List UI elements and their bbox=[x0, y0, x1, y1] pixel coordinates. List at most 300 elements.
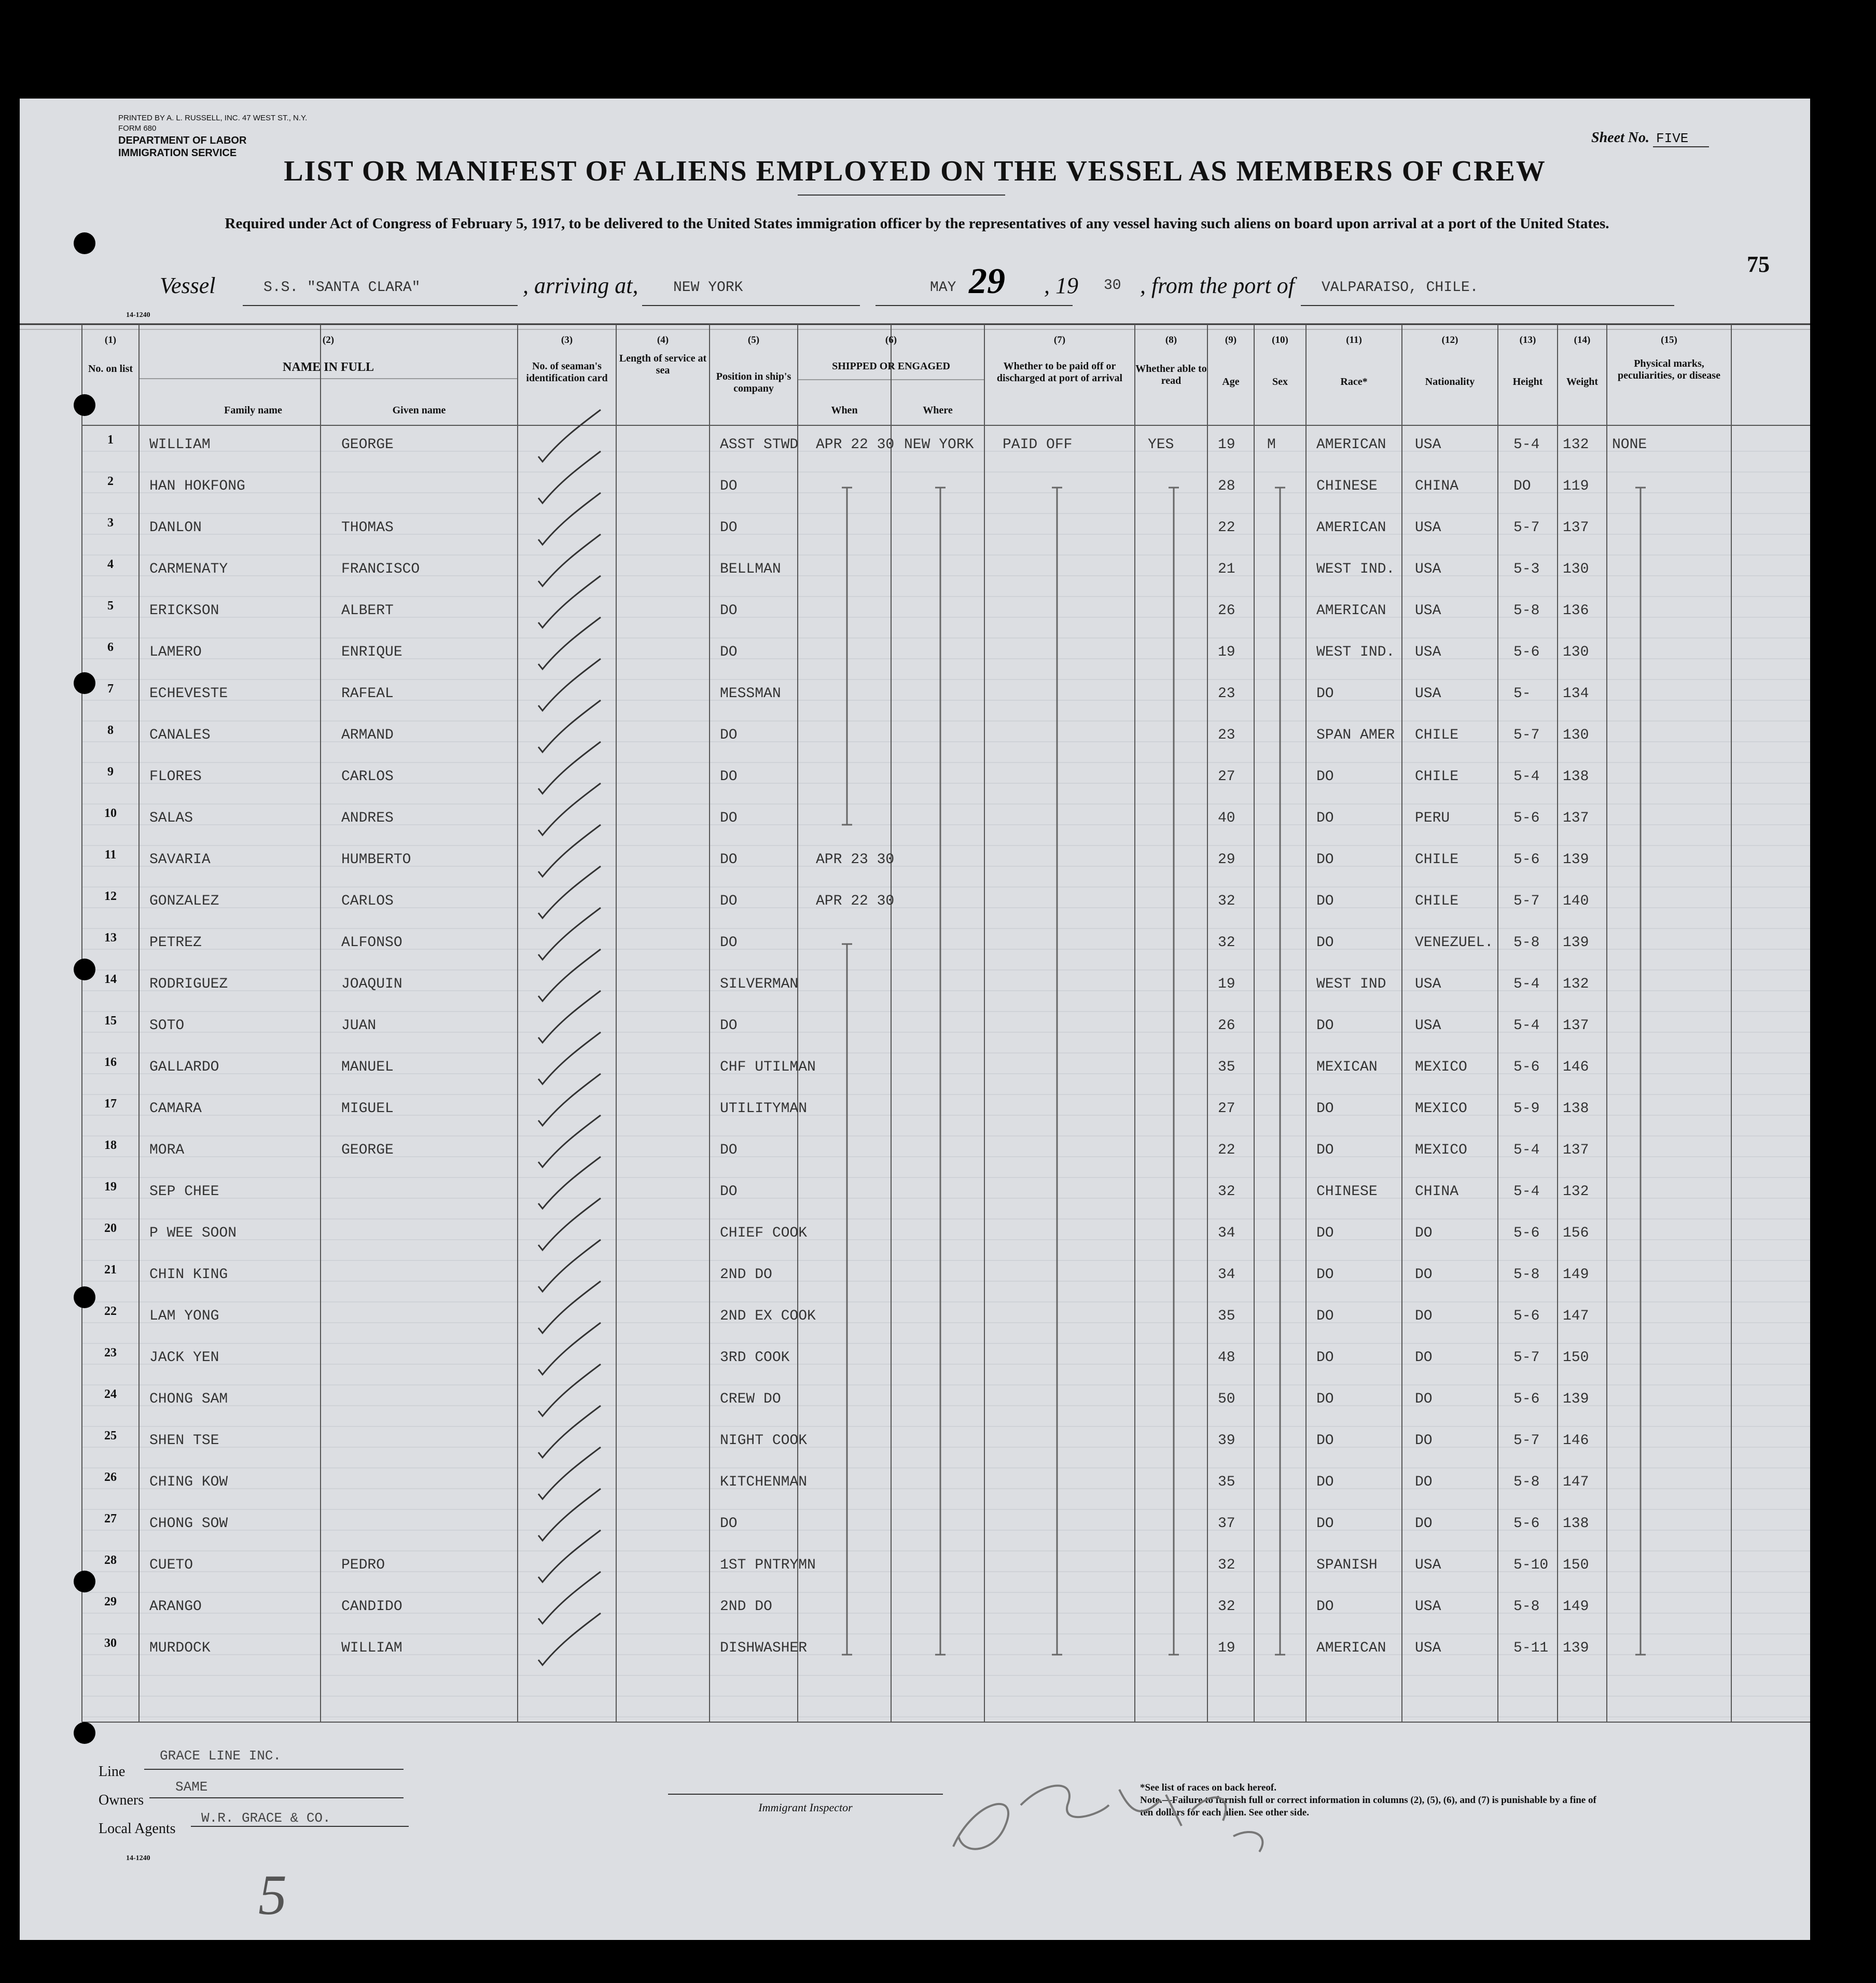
cell-position: DO bbox=[720, 478, 738, 494]
cell-nationality: DO bbox=[1415, 1225, 1433, 1241]
row-number: 25 bbox=[104, 1429, 117, 1443]
cell-nationality: USA bbox=[1415, 644, 1441, 660]
cell-race: DO bbox=[1316, 1101, 1334, 1117]
row-number: 15 bbox=[104, 1014, 117, 1028]
cell-race: DO bbox=[1316, 1391, 1334, 1407]
column-header-when: When bbox=[831, 405, 858, 416]
cell-race: CHINESE bbox=[1316, 478, 1378, 494]
cell-family: ERICKSON bbox=[149, 603, 219, 619]
cell-height: 5-6 bbox=[1513, 644, 1540, 660]
cell-age: 39 bbox=[1218, 1433, 1235, 1449]
cell-family: CHONG SAM bbox=[149, 1391, 228, 1407]
check-mark bbox=[538, 410, 601, 462]
cell-race: DO bbox=[1316, 1516, 1334, 1532]
cell-family: HAN HOKFONG bbox=[149, 478, 245, 494]
check-mark bbox=[538, 742, 601, 794]
cell-height: 5-9 bbox=[1513, 1101, 1540, 1117]
cell-position: DO bbox=[720, 893, 738, 909]
column-number-n5: (5) bbox=[747, 335, 760, 345]
cell-age: 22 bbox=[1218, 1142, 1235, 1158]
cell-race: DO bbox=[1316, 935, 1334, 951]
cell-given: ENRIQUE bbox=[341, 644, 402, 660]
cell-nationality: VENEZUEL. bbox=[1415, 935, 1494, 951]
column-header-paid: Whether to be paid off or discharged at port of arrival bbox=[996, 360, 1123, 384]
cell-weight: 147 bbox=[1563, 1308, 1589, 1324]
cell-age: 21 bbox=[1218, 561, 1235, 577]
column-header-no: No. on list bbox=[88, 363, 133, 375]
check-mark bbox=[538, 1323, 601, 1375]
cell-nationality: DO bbox=[1415, 1308, 1433, 1324]
cell-age: 29 bbox=[1218, 852, 1235, 868]
arrival-month: MAY bbox=[930, 280, 956, 296]
cell-given: MIGUEL bbox=[341, 1101, 394, 1117]
cell-age: 23 bbox=[1218, 727, 1235, 743]
line-label: Line bbox=[99, 1764, 126, 1780]
check-mark bbox=[538, 1572, 601, 1624]
cell-nationality: CHILE bbox=[1415, 852, 1459, 868]
cell-nationality: MEXICO bbox=[1415, 1059, 1467, 1075]
cell-weight: 139 bbox=[1563, 1640, 1589, 1656]
cell-position: DO bbox=[720, 1142, 738, 1158]
cell-when: APR 22 30 bbox=[816, 437, 895, 453]
cell-height: 5-7 bbox=[1513, 727, 1540, 743]
cell-position: CREW DO bbox=[720, 1391, 781, 1407]
handwritten-page-number: 5 bbox=[258, 1863, 287, 1926]
cell-family: ARANGO bbox=[149, 1599, 202, 1615]
cell-nationality: DO bbox=[1415, 1433, 1433, 1449]
column-header-given: Given name bbox=[392, 405, 446, 416]
cell-nationality: PERU bbox=[1415, 810, 1450, 826]
cell-height: 5-6 bbox=[1513, 1059, 1540, 1075]
cell-family: CUETO bbox=[149, 1557, 193, 1573]
cell-marks: NONE bbox=[1612, 437, 1647, 453]
cell-nationality: USA bbox=[1415, 1599, 1441, 1615]
column-header-marks: Physical marks, peculiarities, or disease bbox=[1618, 358, 1720, 381]
cell-race: CHINESE bbox=[1316, 1184, 1378, 1200]
cell-position: UTILITYMAN bbox=[720, 1101, 808, 1117]
cell-height: 5-6 bbox=[1513, 1308, 1540, 1324]
cell-family: FLORES bbox=[149, 769, 202, 785]
cell-when: APR 23 30 bbox=[816, 852, 895, 868]
cell-family: P WEE SOON bbox=[149, 1225, 237, 1241]
binder-hole bbox=[74, 1722, 95, 1744]
binder-hole bbox=[74, 959, 95, 980]
footnote-penalty: Note.—Failure to furnish full or correct information in columns (2), (5), (6), and (7) is punishable by a fine of ten dollars for each alien. See other side. bbox=[1140, 1794, 1596, 1818]
column-number-n8: (8) bbox=[1165, 335, 1177, 345]
row-number: 2 bbox=[107, 475, 114, 488]
cell-race: DO bbox=[1316, 1308, 1334, 1324]
cell-race: SPAN AMER bbox=[1316, 727, 1395, 743]
check-mark bbox=[538, 493, 601, 545]
check-mark bbox=[538, 1115, 601, 1167]
cell-race: DO bbox=[1316, 1267, 1334, 1283]
cell-position: DO bbox=[720, 603, 738, 619]
cell-family: CARMENATY bbox=[149, 561, 228, 577]
cell-age: 50 bbox=[1218, 1391, 1235, 1407]
cell-family: LAM YONG bbox=[149, 1308, 219, 1324]
row-number: 17 bbox=[104, 1097, 117, 1111]
cell-race: AMERICAN bbox=[1316, 520, 1386, 536]
cell-age: 37 bbox=[1218, 1516, 1235, 1532]
cell-weight: 149 bbox=[1563, 1599, 1589, 1615]
cell-family: LAMERO bbox=[149, 644, 202, 660]
cell-position: 2ND DO bbox=[720, 1599, 772, 1615]
cell-weight: 137 bbox=[1563, 1018, 1589, 1034]
cell-race: AMERICAN bbox=[1316, 1640, 1386, 1656]
cell-position: CHF UTILMAN bbox=[720, 1059, 816, 1075]
cell-weight: 140 bbox=[1563, 893, 1589, 909]
cell-position: DO bbox=[720, 1184, 738, 1200]
cell-age: 40 bbox=[1218, 810, 1235, 826]
cell-age: 32 bbox=[1218, 935, 1235, 951]
cell-position: BELLMAN bbox=[720, 561, 781, 577]
cell-position: DO bbox=[720, 727, 738, 743]
cell-where: NEW YORK bbox=[904, 437, 974, 453]
vessel-label: Vessel bbox=[160, 273, 216, 298]
column-number-n12: (12) bbox=[1441, 335, 1458, 345]
owners-underline bbox=[149, 1797, 404, 1798]
cell-nationality: CHINA bbox=[1415, 478, 1459, 494]
cell-weight: 147 bbox=[1563, 1474, 1589, 1490]
row-number: 19 bbox=[104, 1180, 117, 1194]
cell-nationality: MEXICO bbox=[1415, 1101, 1467, 1117]
cell-position: 1ST PNTRYMN bbox=[720, 1557, 816, 1573]
cell-sex: M bbox=[1267, 437, 1276, 453]
cell-height: 5-6 bbox=[1513, 1225, 1540, 1241]
check-mark bbox=[538, 783, 601, 835]
cell-race: DO bbox=[1316, 1142, 1334, 1158]
cell-height: 5-6 bbox=[1513, 1391, 1540, 1407]
check-mark bbox=[538, 700, 601, 752]
cell-height: 5-6 bbox=[1513, 852, 1540, 868]
cell-weight: 130 bbox=[1563, 727, 1589, 743]
inspector-signature bbox=[943, 1748, 1280, 1867]
printer-credit: PRINTED BY A. L. RUSSELL, INC. 47 WEST ST., N.Y. bbox=[118, 114, 308, 122]
page-number: 75 bbox=[1747, 252, 1770, 277]
column-number-n1: (1) bbox=[104, 335, 117, 345]
vessel-name: S.S. "SANTA CLARA" bbox=[263, 280, 421, 296]
cell-race: DO bbox=[1316, 810, 1334, 826]
cell-weight: 138 bbox=[1563, 1516, 1589, 1532]
column-header-weight: Weight bbox=[1566, 376, 1599, 387]
row-number: 5 bbox=[107, 599, 114, 613]
department-name: DEPARTMENT OF LABOR bbox=[118, 134, 247, 146]
cell-nationality: CHILE bbox=[1415, 769, 1459, 785]
cell-age: 35 bbox=[1218, 1308, 1235, 1324]
cell-height: 5-7 bbox=[1513, 1350, 1540, 1366]
cell-race: DO bbox=[1316, 769, 1334, 785]
cell-given: GEORGE bbox=[341, 1142, 394, 1158]
column-number-n4: (4) bbox=[657, 335, 669, 345]
cell-position: ASST STWD bbox=[720, 437, 799, 453]
column-header-position: Position in ship's company bbox=[716, 371, 791, 394]
cell-height: 5-6 bbox=[1513, 810, 1540, 826]
cell-family: DANLON bbox=[149, 520, 202, 536]
cell-age: 23 bbox=[1218, 686, 1235, 702]
cell-nationality: USA bbox=[1415, 686, 1441, 702]
check-mark bbox=[538, 1032, 601, 1084]
check-mark bbox=[538, 1074, 601, 1126]
arriving-port: NEW YORK bbox=[673, 280, 743, 296]
row-number: 27 bbox=[104, 1512, 117, 1526]
cell-race: SPANISH bbox=[1316, 1557, 1378, 1573]
cell-height: 5-8 bbox=[1513, 1267, 1540, 1283]
row-number: 30 bbox=[104, 1637, 117, 1650]
cell-position: DO bbox=[720, 769, 738, 785]
cell-family: GONZALEZ bbox=[149, 893, 219, 909]
cell-age: 26 bbox=[1218, 1018, 1235, 1034]
row-number: 12 bbox=[104, 890, 117, 903]
column-header-shipped: SHIPPED OR ENGAGED bbox=[832, 360, 950, 372]
binder-hole bbox=[74, 672, 95, 694]
cell-given: CARLOS bbox=[341, 893, 394, 909]
check-mark bbox=[538, 1406, 601, 1458]
cell-race: DO bbox=[1316, 1599, 1334, 1615]
cell-nationality: USA bbox=[1415, 1557, 1441, 1573]
cell-height: 5-7 bbox=[1513, 893, 1540, 909]
cell-height: 5-4 bbox=[1513, 1142, 1540, 1158]
from-port-value: VALPARAISO, CHILE. bbox=[1322, 280, 1479, 296]
row-number: 6 bbox=[107, 641, 114, 654]
cell-nationality: DO bbox=[1415, 1474, 1433, 1490]
check-mark bbox=[538, 1447, 601, 1499]
cell-given: GEORGE bbox=[341, 437, 394, 453]
cell-age: 32 bbox=[1218, 1184, 1235, 1200]
cell-weight: 139 bbox=[1563, 1391, 1589, 1407]
cell-height: 5-4 bbox=[1513, 1018, 1540, 1034]
column-header-sex: Sex bbox=[1272, 376, 1288, 387]
cell-height: 5-4 bbox=[1513, 437, 1540, 453]
cell-age: 19 bbox=[1218, 437, 1235, 453]
cell-weight: 136 bbox=[1563, 603, 1589, 619]
cell-height: 5-8 bbox=[1513, 935, 1540, 951]
cell-family: ECHEVESTE bbox=[149, 686, 228, 702]
column-number-n3: (3) bbox=[561, 335, 573, 345]
cell-position: 2ND DO bbox=[720, 1267, 772, 1283]
row-number: 14 bbox=[104, 973, 117, 986]
cell-age: 19 bbox=[1218, 976, 1235, 992]
cell-height: 5-4 bbox=[1513, 769, 1540, 785]
cell-age: 32 bbox=[1218, 893, 1235, 909]
column-number-n15: (15) bbox=[1661, 335, 1677, 345]
cell-nationality: USA bbox=[1415, 603, 1441, 619]
cell-given: CARLOS bbox=[341, 769, 394, 785]
cell-position: 2ND EX COOK bbox=[720, 1308, 816, 1324]
cell-weight: 132 bbox=[1563, 976, 1589, 992]
cell-height: 5-11 bbox=[1513, 1640, 1549, 1656]
column-header-length: Length of service at sea bbox=[619, 353, 707, 376]
cell-weight: 119 bbox=[1563, 478, 1589, 494]
cell-family: CAMARA bbox=[149, 1101, 202, 1117]
agents-label: Local Agents bbox=[99, 1821, 176, 1837]
cell-race: DO bbox=[1316, 686, 1334, 702]
cell-age: 27 bbox=[1218, 1101, 1235, 1117]
sheet-number-label: Sheet No. bbox=[1591, 130, 1649, 146]
cell-weight: 146 bbox=[1563, 1059, 1589, 1075]
cell-family: MURDOCK bbox=[149, 1640, 211, 1656]
row-number: 10 bbox=[104, 807, 117, 820]
row-number: 23 bbox=[104, 1346, 117, 1360]
row-number: 13 bbox=[104, 931, 117, 945]
cell-age: 32 bbox=[1218, 1599, 1235, 1615]
binder-hole bbox=[74, 1286, 95, 1308]
check-mark bbox=[538, 1157, 601, 1209]
cell-weight: 149 bbox=[1563, 1267, 1589, 1283]
manifest-sheet bbox=[20, 99, 1810, 1940]
cell-race: DO bbox=[1316, 852, 1334, 868]
cell-family: SHEN TSE bbox=[149, 1433, 219, 1449]
column-header-card: No. of seaman's identification card bbox=[526, 360, 608, 384]
cell-age: 27 bbox=[1218, 769, 1235, 785]
cell-height: 5-8 bbox=[1513, 1599, 1540, 1615]
row-number: 22 bbox=[104, 1305, 117, 1318]
check-mark bbox=[538, 949, 601, 1001]
cell-height: 5-6 bbox=[1513, 1516, 1540, 1532]
row-number: 28 bbox=[104, 1554, 117, 1567]
column-header-where: Where bbox=[923, 405, 953, 416]
cell-nationality: DO bbox=[1415, 1516, 1433, 1532]
cell-height: 5-7 bbox=[1513, 1433, 1540, 1449]
cell-weight: 134 bbox=[1563, 686, 1589, 702]
row-number: 18 bbox=[104, 1139, 117, 1152]
binder-hole bbox=[74, 1571, 95, 1592]
cell-weight: 150 bbox=[1563, 1557, 1589, 1573]
cell-given: CANDIDO bbox=[341, 1599, 402, 1615]
column-number-n13: (13) bbox=[1519, 335, 1536, 345]
binder-hole bbox=[74, 232, 95, 254]
cell-race: WEST IND. bbox=[1316, 644, 1395, 660]
cell-family: WILLIAM bbox=[149, 437, 211, 453]
cell-race: MEXICAN bbox=[1316, 1059, 1378, 1075]
cell-family: GALLARDO bbox=[149, 1059, 219, 1075]
cell-nationality: DO bbox=[1415, 1350, 1433, 1366]
cell-given: ARMAND bbox=[341, 727, 394, 743]
arriving-label: , arriving at, bbox=[523, 273, 638, 298]
cell-family: CHONG SOW bbox=[149, 1516, 228, 1532]
check-mark bbox=[538, 1489, 601, 1541]
row-number: 21 bbox=[104, 1263, 117, 1277]
check-mark bbox=[538, 1198, 601, 1250]
cell-nationality: CHINA bbox=[1415, 1184, 1459, 1200]
cell-position: DISHWASHER bbox=[720, 1640, 808, 1656]
row-number: 3 bbox=[107, 516, 114, 530]
row-number: 8 bbox=[107, 724, 114, 737]
cell-nationality: USA bbox=[1415, 520, 1441, 536]
cell-race: DO bbox=[1316, 893, 1334, 909]
cell-family: CANALES bbox=[149, 727, 211, 743]
cell-nationality: USA bbox=[1415, 437, 1441, 453]
check-mark bbox=[538, 576, 601, 628]
cell-weight: 132 bbox=[1563, 1184, 1589, 1200]
column-header-age: Age bbox=[1222, 376, 1240, 387]
cell-race: AMERICAN bbox=[1316, 437, 1386, 453]
cell-weight: 156 bbox=[1563, 1225, 1589, 1241]
cell-position: MESSMAN bbox=[720, 686, 781, 702]
from-port-label: , from the port of bbox=[1140, 273, 1295, 298]
row-number: 29 bbox=[104, 1595, 117, 1608]
cell-family: CHIN KING bbox=[149, 1267, 228, 1283]
cell-race: AMERICAN bbox=[1316, 603, 1386, 619]
cell-nationality: MEXICO bbox=[1415, 1142, 1467, 1158]
cell-position: KITCHENMAN bbox=[720, 1474, 808, 1490]
cell-race: WEST IND. bbox=[1316, 561, 1395, 577]
row-number: 24 bbox=[104, 1388, 117, 1401]
cell-age: 34 bbox=[1218, 1225, 1235, 1241]
footnote-races: *See list of races on back hereof. bbox=[1140, 1782, 1276, 1793]
column-number-n6: (6) bbox=[885, 335, 897, 345]
column-header-family: Family name bbox=[224, 405, 282, 416]
cell-race: DO bbox=[1316, 1474, 1334, 1490]
cell-family: CHING KOW bbox=[149, 1474, 228, 1490]
cell-position: DO bbox=[720, 810, 738, 826]
legal-requirement: Required under Act of Congress of February 5, 1917, to be delivered to the United States immigration officer by the representatives of any vessel having such aliens on board upon arrival at a port of the United States. bbox=[225, 215, 1609, 232]
column-header-name: NAME IN FULL bbox=[282, 360, 374, 374]
cell-race: DO bbox=[1316, 1225, 1334, 1241]
check-mark bbox=[538, 1240, 601, 1292]
cell-given: JOAQUIN bbox=[341, 976, 402, 992]
cell-position: DO bbox=[720, 935, 738, 951]
sheet-number-value: FIVE bbox=[1653, 131, 1709, 147]
check-mark bbox=[538, 1281, 601, 1333]
cell-weight: 130 bbox=[1563, 644, 1589, 660]
cell-nationality: USA bbox=[1415, 561, 1441, 577]
cell-nationality: USA bbox=[1415, 976, 1441, 992]
arrival-day-handwritten: 29 bbox=[969, 261, 1005, 301]
agents-underline bbox=[191, 1826, 409, 1827]
cell-position: DO bbox=[720, 644, 738, 660]
cell-given: HUMBERTO bbox=[341, 852, 411, 868]
cell-height: 5-7 bbox=[1513, 520, 1540, 536]
cell-height: 5-10 bbox=[1513, 1557, 1549, 1573]
cell-family: PETREZ bbox=[149, 935, 202, 951]
cell-age: 35 bbox=[1218, 1059, 1235, 1075]
column-number-n11: (11) bbox=[1346, 335, 1362, 345]
check-mark bbox=[538, 534, 601, 586]
cell-height: 5-8 bbox=[1513, 603, 1540, 619]
cell-age: 28 bbox=[1218, 478, 1235, 494]
column-number-n9: (9) bbox=[1225, 335, 1237, 345]
cell-race: DO bbox=[1316, 1018, 1334, 1034]
cell-given: JUAN bbox=[341, 1018, 377, 1034]
cell-family: MORA bbox=[149, 1142, 185, 1158]
cell-height: 5-4 bbox=[1513, 1184, 1540, 1200]
cell-height: 5-8 bbox=[1513, 1474, 1540, 1490]
cell-weight: 138 bbox=[1563, 1101, 1589, 1117]
check-mark bbox=[538, 617, 601, 669]
cell-age: 48 bbox=[1218, 1350, 1235, 1366]
column-header-height: Height bbox=[1512, 376, 1543, 387]
row-number: 11 bbox=[104, 848, 117, 862]
cell-nationality: USA bbox=[1415, 1640, 1441, 1656]
owners-value: SAME bbox=[175, 1779, 208, 1795]
cell-paid: PAID OFF bbox=[1003, 437, 1073, 453]
cell-weight: 137 bbox=[1563, 520, 1589, 536]
binder-hole bbox=[74, 394, 95, 416]
cell-given: MANUEL bbox=[341, 1059, 394, 1075]
cell-age: 19 bbox=[1218, 644, 1235, 660]
cell-given: ALBERT bbox=[341, 603, 394, 619]
row-number: 1 bbox=[107, 433, 114, 447]
form-code: 14-1240 bbox=[126, 311, 150, 319]
cell-nationality: USA bbox=[1415, 1018, 1441, 1034]
cell-weight: 150 bbox=[1563, 1350, 1589, 1366]
check-mark bbox=[538, 908, 601, 960]
cell-nationality: CHILE bbox=[1415, 893, 1459, 909]
cell-race: WEST IND bbox=[1316, 976, 1386, 992]
cell-when: APR 22 30 bbox=[816, 893, 895, 909]
cell-weight: 138 bbox=[1563, 769, 1589, 785]
cell-height: 5-3 bbox=[1513, 561, 1540, 577]
